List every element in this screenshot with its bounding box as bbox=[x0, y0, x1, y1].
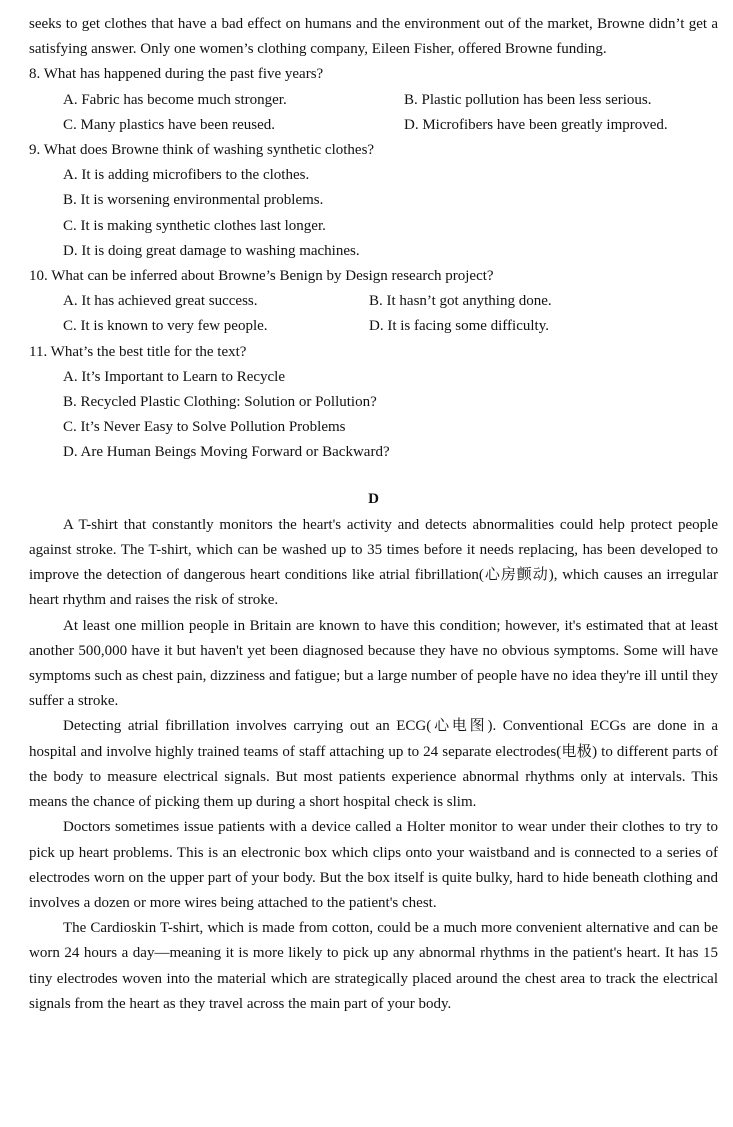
passage-paragraph-5: The Cardioskin T-shirt, which is made from cotton, could be a much more convenient alternative and can be worn 24 hours a day—meaning it is more likely to pick up any abnormal rhythms in the patient's heart. It has 15 tiny electrodes woven into the material which are strategically placed around the chest area to track the electrical signals from the heart as they travel across the main part of your body. bbox=[29, 920, 718, 1012]
question-11 bbox=[29, 340, 718, 466]
options-grid bbox=[63, 289, 718, 339]
option-a: A. It’s Important to Learn to Recycle bbox=[63, 368, 286, 385]
option-c: C. It is known to very few people. bbox=[63, 318, 268, 335]
option-b: B. Plastic pollution has been less serious. bbox=[404, 91, 652, 108]
section-d-heading: D bbox=[368, 490, 379, 507]
options-grid bbox=[63, 88, 718, 138]
question-8 bbox=[29, 62, 718, 138]
question-9 bbox=[29, 138, 718, 264]
option-d: D. Are Human Beings Moving Forward or Backward? bbox=[63, 444, 390, 461]
option-a: A. It has achieved great success. bbox=[63, 293, 258, 310]
passage-paragraph-2: At least one million people in Britain are known to have this condition; however, it's estimated that at least another 500,000 have it but haven't yet been diagnosed because they have no obvious symptoms. Some will have symptoms such as chest pain, dizziness and fatigue; but a large number of people have no idea they're ill until they suffer a stroke. bbox=[29, 617, 718, 710]
passage-paragraph-4: Doctors sometimes issue patients with a device called a Holter monitor to wear under their clothes to try to pick up heart problems. This is an electronic box which clips onto your waistband and is connected to a series of electrodes worn on the upper part of your body. But the box itself is quite bulky, hard to hide beneath clothing and involves a dozen or more wires being attached to the patient's chest. bbox=[29, 819, 718, 911]
option-c: C. Many plastics have been reused. bbox=[63, 116, 276, 133]
question-stem: 9. What does Browne think of washing synthetic clothes? bbox=[29, 142, 375, 159]
question-stem: 8. What has happened during the past five years? bbox=[29, 66, 324, 83]
intro-paragraph: seeks to get clothes that have a bad effect on humans and the environment out of the market, Browne didn’t get a satisfying answer. Only one women’s clothing company, Eileen Fisher, offered Browne funding. bbox=[29, 16, 718, 58]
option-b: B. It is worsening environmental problems. bbox=[63, 192, 324, 209]
passage-paragraph-1: A T-shirt that constantly monitors the heart's activity and detects abnormalities could help protect people against stroke. The T-shirt, which can be washed up to 35 times before it needs replacing, has been developed to improve the detection of dangerous heart conditions like atrial fibrillation(心房颤动), which causes an irregular heart rhythm and raises the risk of stroke. bbox=[29, 516, 718, 609]
option-d: D. It is facing some difficulty. bbox=[369, 318, 549, 335]
option-b: B. It hasn’t got anything done. bbox=[369, 293, 552, 310]
section-d-passage bbox=[29, 513, 718, 1017]
option-c: C. It is making synthetic clothes last longer. bbox=[63, 217, 326, 234]
question-stem: 11. What’s the best title for the text? bbox=[29, 343, 247, 360]
passage-paragraph-3: Detecting atrial fibrillation involves carrying out an ECG(心电图). Conventional ECGs are done in a hospital and involve highly trained teams of staff attaching up to 24 separate electrodes(电极) to different parts of the body to measure electrical signals. But most patients experience abnormal rhythms only at intervals. This means the chance of picking them up during a short hospital check is slim. bbox=[29, 718, 718, 811]
option-a: A. It is adding microfibers to the clothes. bbox=[63, 167, 310, 184]
question-10 bbox=[29, 264, 718, 340]
option-d: D. Microfibers have been greatly improved. bbox=[404, 116, 668, 133]
option-a: A. Fabric has become much stronger. bbox=[63, 91, 287, 108]
question-stem: 10. What can be inferred about Browne’s Benign by Design research project? bbox=[29, 268, 494, 285]
option-c: C. It’s Never Easy to Solve Pollution Problems bbox=[63, 419, 346, 436]
options-list bbox=[63, 365, 718, 466]
option-d: D. It is doing great damage to washing machines. bbox=[63, 242, 360, 259]
options-list bbox=[63, 163, 718, 264]
option-b: B. Recycled Plastic Clothing: Solution or Pollution? bbox=[63, 394, 377, 411]
